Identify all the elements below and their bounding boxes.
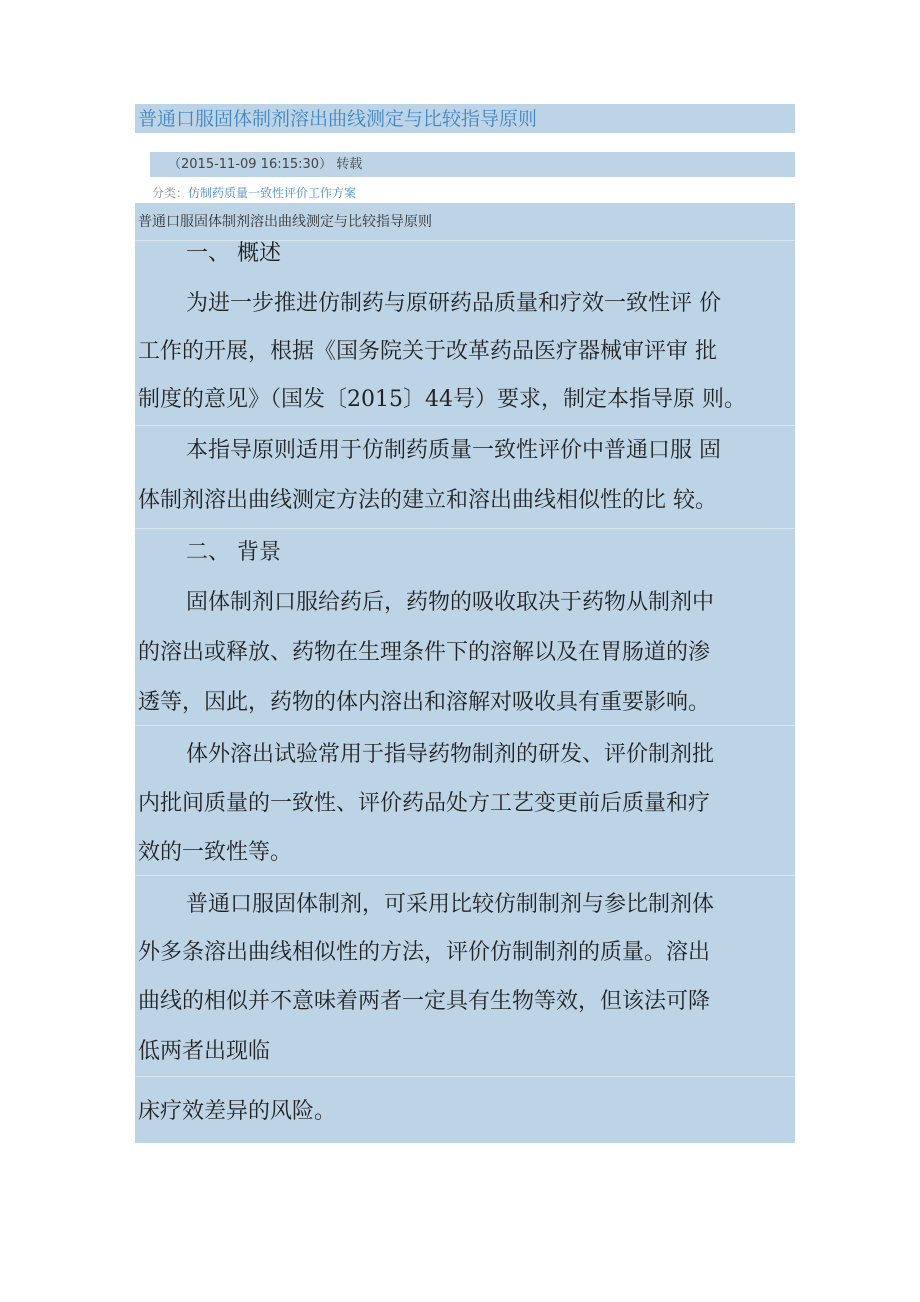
paragraph-line: 效的一致性等。	[138, 840, 293, 865]
article-title[interactable]: 普通口服固体制剂溶出曲线测定与比较指导原则	[138, 108, 538, 130]
row-divider	[135, 528, 795, 529]
section-heading: 一、 概述	[186, 241, 281, 266]
category-label: 分类：	[152, 186, 189, 200]
paragraph-line: 普通口服固体制剂，可采用比较仿制制剂与参比制剂体	[186, 892, 715, 917]
section-heading: 二、 背景	[186, 540, 281, 565]
row-divider	[135, 725, 795, 726]
paragraph-line: 固体制剂口服给药后，药物的吸收取决于药物从制剂中	[186, 590, 715, 615]
paragraph-line: 曲线的相似并不意味着两者一定具有生物等效，但该法可降	[138, 989, 711, 1014]
paragraph-line: 低两者出现临	[138, 1039, 271, 1064]
paragraph-line: 外多条溶出曲线相似性的方法，评价仿制制剂的质量。溶出	[138, 940, 711, 965]
row-divider	[135, 875, 795, 876]
paragraph-line: 的溶出或释放、药物在生理条件下的溶解以及在胃肠道的渗	[138, 640, 711, 665]
article-subtitle: 普通口服固体制剂溶出曲线测定与比较指导原则	[138, 214, 432, 230]
post-meta: （2015-11-09 16:15:30） 转载	[168, 157, 363, 172]
paragraph-line: 为进一步推进仿制药与原研药品质量和疗效一致性评 价	[186, 291, 721, 316]
paragraph-line: 内批间质量的一致性、评价药品处方工艺变更前后质量和疗	[138, 791, 711, 816]
row-divider	[135, 1076, 795, 1077]
paragraph-line: 透等，因此，药物的体内溶出和溶解对吸收具有重要影响。	[138, 690, 711, 715]
category-link[interactable]: 仿制药质量一致性评价工作方案	[188, 186, 357, 200]
row-divider	[135, 425, 795, 426]
category-row	[152, 184, 356, 202]
paragraph-line: 体制剂溶出曲线测定方法的建立和溶出曲线相似性的比 较。	[138, 488, 717, 513]
paragraph-line: 床疗效差异的风险。	[138, 1099, 337, 1124]
paragraph-line: 制度的意见》（国发〔2015〕44号）要求，制定本指导原 则。	[138, 387, 746, 412]
paragraph-line: 本指导原则适用于仿制药质量一致性评价中普通口服 固	[186, 438, 721, 463]
paragraph-line: 工作的开展，根据《国务院关于改革药品医疗器械审评审 批	[138, 339, 717, 364]
paragraph-line: 体外溶出试验常用于指导药物制剂的研发、评价制剂批	[186, 742, 715, 767]
